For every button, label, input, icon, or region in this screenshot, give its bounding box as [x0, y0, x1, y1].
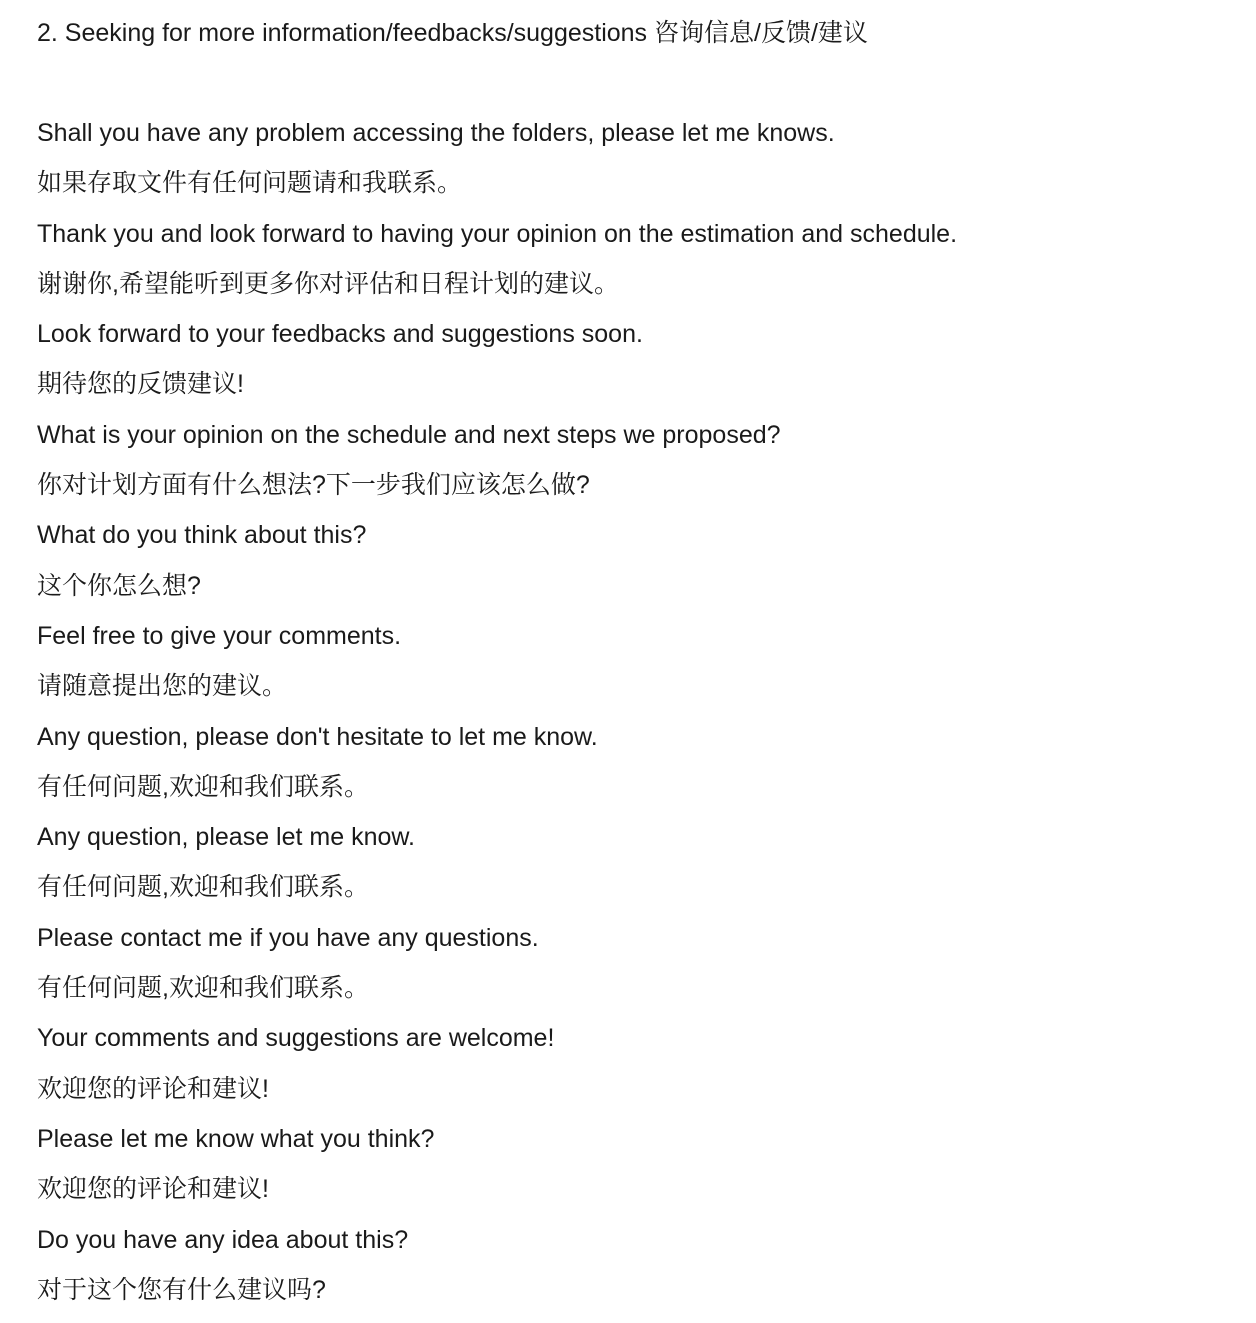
phrase-line-en: Any question, please don't hesitate to let me know. [37, 722, 598, 751]
phrase-line-zh: 欢迎您的评论和建议! [37, 1175, 269, 1204]
phrase-line-en: Look forward to your feedbacks and suggestions soon. [37, 320, 643, 349]
phrase-line-zh: 谢谢你,希望能听到更多你对评估和日程计划的建议。 [37, 269, 619, 298]
phrase-line-zh: 这个你怎么想? [37, 571, 201, 600]
phrase-line-en: Do you have any idea about this? [37, 1225, 409, 1254]
section-heading: 2. Seeking for more information/feedbacks/suggestions 咨询信息/反馈/建议 [37, 19, 868, 47]
phrase-line-zh: 有任何问题,欢迎和我们联系。 [37, 873, 369, 902]
phrase-line-en: What is your opinion on the schedule and next steps we proposed? [37, 420, 781, 449]
phrase-line-zh: 如果存取文件有任何问题请和我联系。 [37, 169, 463, 198]
phrase-line-en: Your comments and suggestions are welcome! [37, 1024, 555, 1053]
phrase-line-zh: 有任何问题,欢迎和我们联系。 [37, 974, 369, 1003]
phrase-line-en: Feel free to give your comments. [37, 621, 402, 650]
phrase-line-zh: 对于这个您有什么建议吗? [37, 1275, 326, 1304]
phrase-list [37, 116, 957, 1323]
phrase-line-en: What do you think about this? [37, 521, 367, 550]
phrase-line-zh: 有任何问题,欢迎和我们联系。 [37, 772, 369, 801]
phrase-line-en: Any question, please let me know. [37, 823, 416, 852]
phrase-line-zh: 欢迎您的评论和建议! [37, 1074, 269, 1103]
phrase-line-zh: 请随意提出您的建议。 [37, 672, 288, 701]
phrase-line-en: Shall you have any problem accessing the folders, please let me knows. [37, 119, 835, 147]
phrase-line-zh: 期待您的反馈建议! [37, 370, 244, 399]
phrase-line-en: Please let me know what you think? [37, 1124, 435, 1153]
phrase-line-en: Please contact me if you have any questions. [37, 923, 539, 952]
phrase-line-zh: 你对计划方面有什么想法?下一步我们应该怎么做? [37, 471, 590, 500]
phrase-line-en: Thank you and look forward to having your opinion on the estimation and schedule. [37, 219, 958, 248]
